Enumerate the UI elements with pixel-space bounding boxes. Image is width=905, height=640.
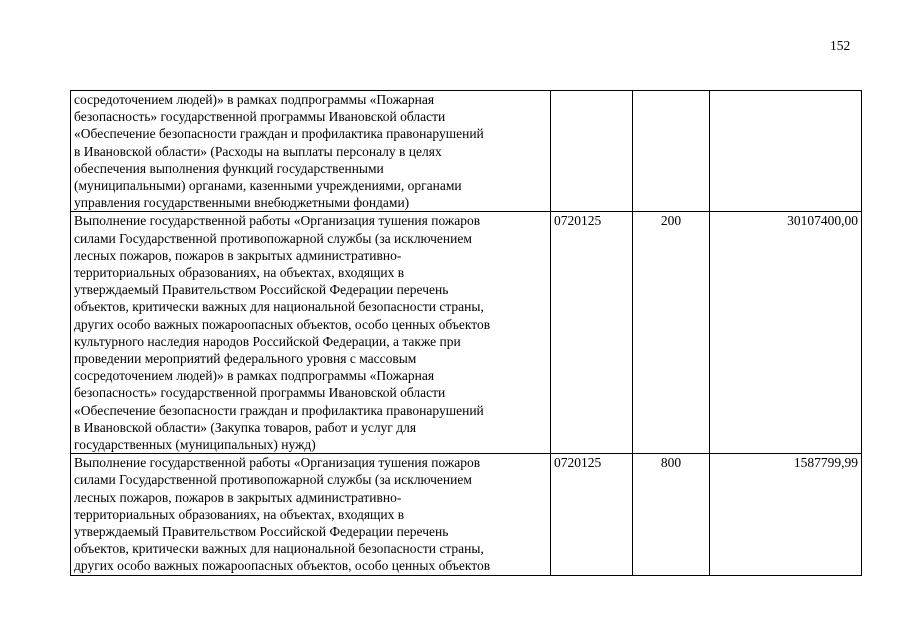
description-line: Выполнение государственной работы «Организация тушения пожаров — [74, 455, 481, 471]
description-line: Выполнение государственной работы «Организация тушения пожаров — [74, 213, 481, 229]
description-line: культурного наследия народов Российской Федерации, а также при — [74, 333, 461, 349]
description-line: силами Государственной противопожарной службы (за исключением — [74, 230, 472, 246]
description-line: объектов, критически важных для национальной безопасности страны, — [74, 299, 484, 315]
target-article-code-cell: 0720125 — [551, 454, 633, 575]
description-line: сосредоточением людей)» в рамках подпрограммы «Пожарная — [74, 92, 435, 107]
description-line: «Обеспечение безопасности граждан и профилактика правонарушений — [74, 126, 484, 142]
description-line: безопасность» государственной программы Ивановской области — [74, 109, 446, 125]
description-line: «Обеспечение безопасности граждан и профилактика правонарушений — [74, 402, 484, 418]
description-line: государственных (муниципальных) нужд) — [74, 437, 316, 453]
description-line: лесных пожаров, пожаров в закрытых административно- — [74, 489, 402, 505]
description-line: проведении мероприятий федерального уровня с массовым — [74, 351, 417, 367]
description-line: в Ивановской области» (Расходы на выплаты персоналу в целях — [74, 143, 442, 159]
description-line: других особо важных пожароопасных объектов, особо ценных объектов — [74, 558, 491, 574]
description-line: утверждаемый Правительством Российской Федерации перечень — [74, 282, 449, 298]
description-line: утверждаемый Правительством Российской Федерации перечень — [74, 524, 449, 540]
expense-description-cell — [71, 454, 551, 575]
description-line: сосредоточением людей)» в рамках подпрограммы «Пожарная — [74, 368, 435, 384]
description-line: территориальных образованиях, на объектах, входящих в — [74, 506, 405, 522]
expense-description-cell — [71, 91, 551, 212]
table-row — [71, 212, 862, 454]
page-number: 152 — [830, 38, 851, 53]
description-line: силами Государственной противопожарной службы (за исключением — [74, 472, 472, 488]
description-line: объектов, критически важных для национальной безопасности страны, — [74, 541, 484, 557]
target-article-code-cell — [551, 91, 633, 212]
description-line: обеспечения выполнения функций государственными — [74, 160, 384, 176]
amount-cell: 30107400,00 — [710, 212, 862, 454]
amount-cell: 1587799,99 — [710, 454, 862, 575]
description-line: безопасность» государственной программы Ивановской области — [74, 385, 446, 401]
description-line: (муниципальными) органами, казенными учреждениями, органами — [74, 178, 462, 194]
expense-type-cell: 200 — [633, 212, 710, 454]
description-line: управления государственными внебюджетными фондами) — [74, 195, 410, 211]
description-line: других особо важных пожароопасных объектов, особо ценных объектов — [74, 316, 491, 332]
description-line: в Ивановской области» (Закупка товаров, работ и услуг для — [74, 419, 417, 435]
expense-type-cell: 800 — [633, 454, 710, 575]
budget-table-body — [71, 91, 862, 576]
amount-cell — [710, 91, 862, 212]
budget-table — [70, 90, 862, 576]
table-row — [71, 91, 862, 212]
expense-type-cell — [633, 91, 710, 212]
description-line: лесных пожаров, пожаров в закрытых административно- — [74, 247, 402, 263]
description-line: территориальных образованиях, на объектах, входящих в — [74, 265, 405, 281]
target-article-code-cell: 0720125 — [551, 212, 633, 454]
expense-description-cell — [71, 212, 551, 454]
table-row — [71, 454, 862, 575]
